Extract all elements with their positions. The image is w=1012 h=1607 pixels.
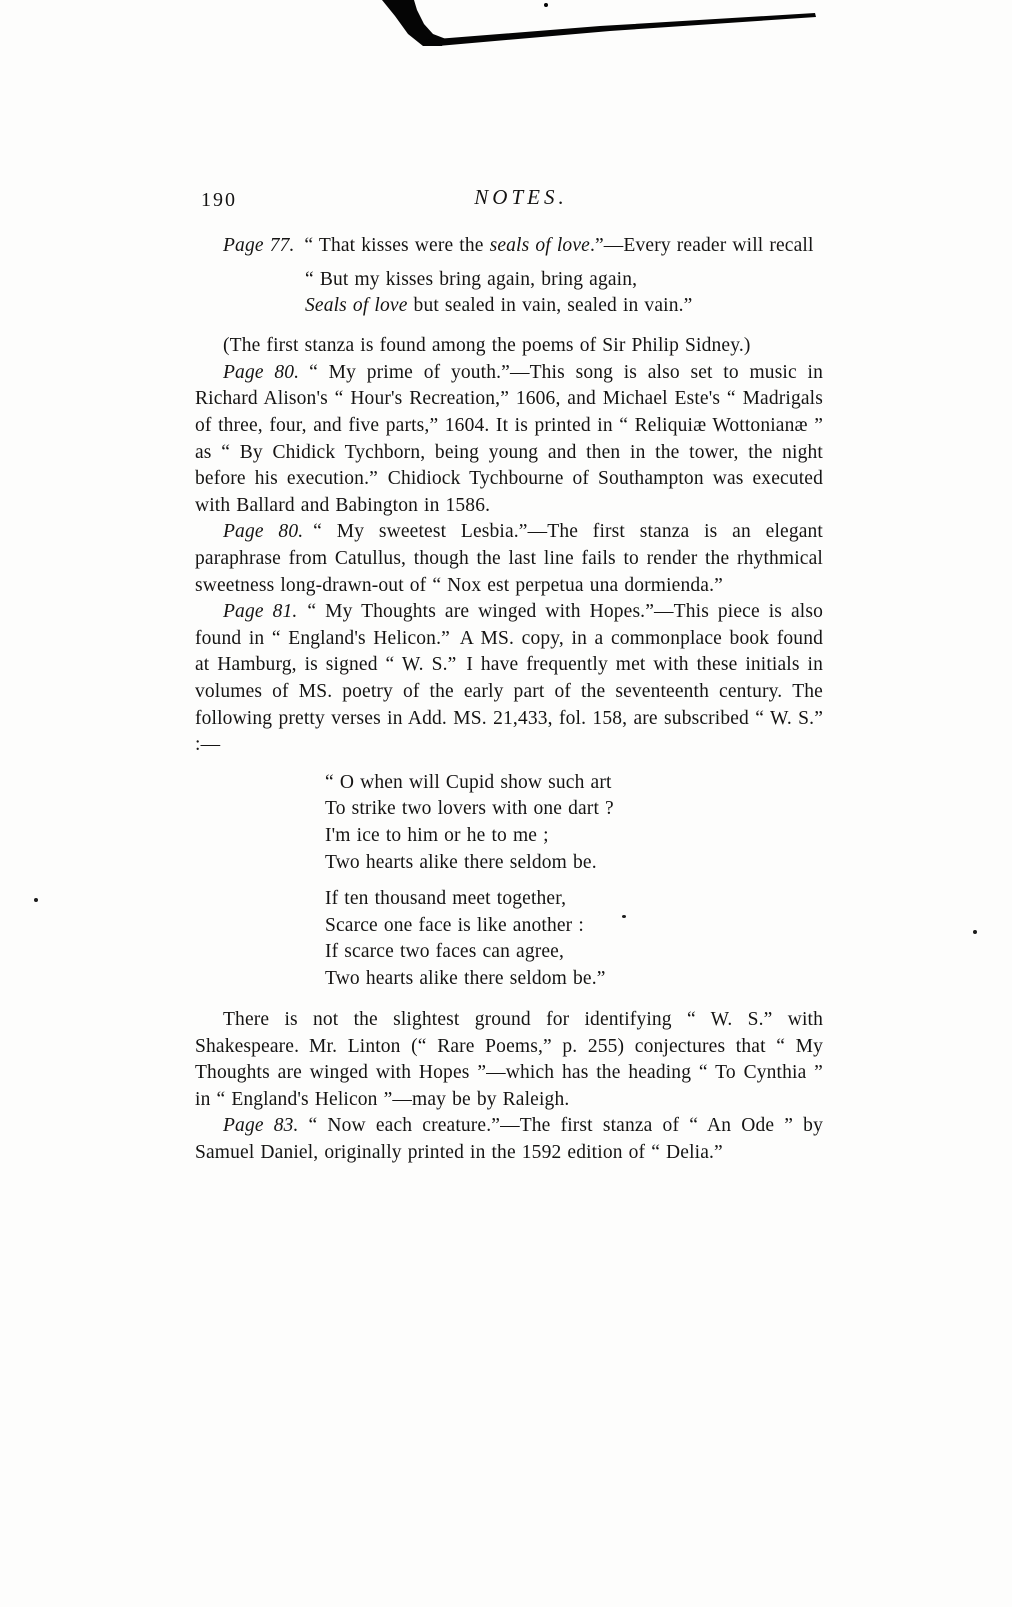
page-header (195, 184, 823, 210)
scan-speck (34, 898, 38, 902)
verse-line: Two hearts alike there seldom be. (325, 852, 597, 874)
verse-line: Scarce one face is like another : (325, 914, 584, 936)
verse-line: “ But my kisses bring again, bring again, (305, 268, 638, 290)
verse-line: If ten thousand meet together, (325, 887, 567, 909)
note-page-77: Page 77. “ That kisses were the seals of love.”—Every reader will recall (223, 235, 814, 256)
verse-line: If scarce two faces can agree, (325, 941, 565, 963)
note-ws-shakespeare: There is not the slightest ground for identifying “ W. S.” with Shakespeare. Mr. Linton (“ Rare Poems,” p. 255) conjectures that “ My Thoughts are winged with Hopes ”—which has the heading “ To Cynthia ” in “ England's Helicon ”—may be by Raleigh. (195, 1009, 823, 1110)
scan-speck (973, 930, 977, 934)
note-page-80-prime-of-youth: Page 80. “ My prime of youth.”—This song is also set to music in Richard Alison's “ Hour's Recreation,” 1606, and Michael Este's “ Madrigals of three, four, and five parts,” 1604. It is printed in “ Reliquiæ Wottonianæ ” as “ By Chidick Tychborn, being young and then in the tower, the night before his execution.” Chidiock Tychbourne of Southampton was executed with Ballard and Babington in 1586. (195, 361, 823, 516)
note-page-81-winged-hopes: Page 81. “ My Thoughts are winged with Hopes.”—This piece is also found in “ England's Helicon.” A MS. copy, in a commonplace book found at Hamburg, is signed “ W. S.” I have frequently met with these initials in volumes of MS. poetry of the early part of the seventeenth century. The following pretty verses in Add. MS. 21,433, fol. 158, are subscribed “ W. S.” :— (195, 601, 823, 756)
text-block (195, 184, 823, 1167)
page-number: 190 (201, 189, 237, 211)
verse-line: Seals of love but sealed in vain, sealed in vain.” (305, 295, 693, 317)
verse-line: I'm ice to him or he to me ; (325, 825, 549, 847)
note-sidney-attribution: (The first stanza is found among the poems of Sir Philip Sidney.) (223, 335, 751, 357)
note-page-83-now-each-creature: Page 83. “ Now each creature.”—The first stanza of “ An Ode ” by Samuel Daniel, originally printed in the 1592 edition of “ Delia.” (195, 1115, 823, 1164)
scan-ink-artifact (0, 0, 1012, 60)
verse-line: To strike two lovers with one dart ? (325, 798, 614, 820)
verse-stanza-1 (325, 770, 823, 877)
running-title: NOTES. (474, 185, 568, 209)
verse-stanza-2 (325, 886, 823, 993)
verse-seals-of-love (305, 267, 823, 321)
verse-line: Two hearts alike there seldom be.” (325, 968, 606, 990)
verse-line: “ O when will Cupid show such art (325, 771, 612, 793)
verse-cupid (325, 770, 823, 993)
note-page-80-sweetest-lesbia: Page 80. “ My sweetest Lesbia.”—The first stanza is an elegant paraphrase from Catullus, though the last line fails to render the rhythmical sweetness long-drawn-out of “ Nox est perpetua una dormienda.” (195, 521, 823, 596)
